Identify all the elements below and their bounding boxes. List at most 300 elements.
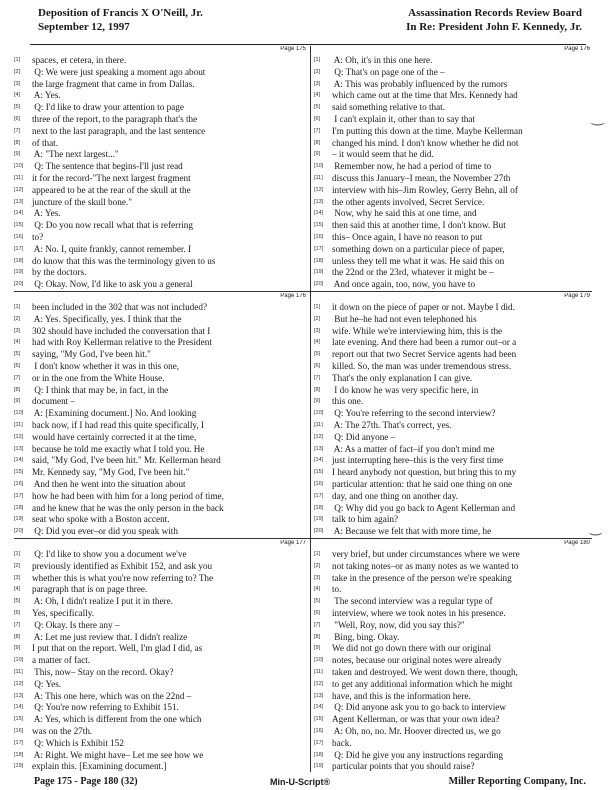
transcript-line — [314, 138, 592, 150]
line-number: [10] — [314, 657, 324, 664]
line-text: explain this. [Examining document.] — [32, 761, 167, 772]
line-number: [19] — [14, 269, 24, 276]
transcript-line — [14, 655, 308, 667]
header-right — [406, 6, 582, 34]
line-text: back. — [332, 737, 352, 748]
line-text: had with Roy Kellerman relative to the President — [32, 337, 212, 348]
line-text: Q: Which is Exhibit 152 — [32, 737, 124, 748]
line-number: [10] — [314, 163, 324, 170]
line-text: particular points that you should raise? — [332, 761, 475, 772]
line-number: [9] — [14, 645, 21, 652]
line-text: paragraph that is on page three. — [32, 584, 148, 595]
transcript-line — [314, 90, 592, 102]
line-number: [19] — [14, 516, 24, 523]
line-text: I do know he was very specific here, in — [332, 384, 479, 395]
line-text: A: Yes. Specifically, yes. I think that the — [32, 313, 182, 324]
footer-brand: Min-U-Script® — [270, 777, 331, 787]
transcript-line — [14, 584, 308, 596]
line-number: [9] — [14, 151, 21, 158]
line-text: And then he went into the situation about — [32, 478, 186, 489]
transcript-line — [314, 467, 592, 479]
line-number: [8] — [314, 386, 321, 393]
transcript-line — [14, 149, 308, 161]
transcript-line — [14, 349, 308, 361]
line-text: by the doctors. — [32, 267, 87, 278]
line-number: [1] — [14, 551, 21, 557]
line-text: it for the record-"The next largest fragment — [32, 172, 191, 183]
line-text: I heard anybody not question, but bring this to my — [332, 467, 517, 478]
transcript-line — [14, 161, 308, 173]
line-number: [4] — [314, 339, 321, 346]
transcript-line — [314, 232, 592, 244]
line-number: [4] — [14, 92, 21, 99]
transcript-line — [14, 514, 308, 526]
transcript-line — [14, 67, 308, 79]
line-number: [14] — [14, 704, 24, 711]
line-text: because he told me exactly what I told you. He — [32, 443, 205, 454]
transcript-line — [314, 573, 592, 585]
line-text: And once again, too, now, you have to — [332, 279, 476, 290]
line-text: particular attention: that he said one thing on one — [332, 478, 513, 489]
line-number: [14] — [314, 457, 324, 464]
checkmark-annotation: ‿ — [592, 110, 604, 126]
line-number: [5] — [314, 598, 321, 605]
transcript-line — [314, 326, 592, 338]
line-text: Yes, specifically. — [32, 607, 95, 618]
line-number: [18] — [14, 504, 24, 511]
line-text: Agent Kellerman, or was that your own idea? — [332, 714, 500, 725]
board-name: Assassination Records Review Board — [408, 7, 582, 19]
line-text: and he knew that he was the only person in the back — [32, 502, 224, 513]
transcript-line — [14, 667, 308, 679]
transcript-line — [14, 267, 308, 279]
line-number: [5] — [14, 104, 21, 111]
transcript-line — [14, 761, 308, 772]
line-number: [8] — [314, 633, 321, 640]
transcript-line — [314, 126, 592, 138]
line-number: [18] — [14, 751, 24, 758]
line-number: [7] — [314, 127, 321, 134]
line-number: [14] — [14, 457, 24, 464]
line-number: [6] — [14, 362, 21, 369]
transcript-line — [314, 608, 592, 620]
line-text: Q: We were just speaking a moment ago about — [32, 66, 206, 77]
line-number: [15] — [14, 716, 24, 723]
line-number: [14] — [314, 210, 324, 217]
line-number: [3] — [14, 327, 21, 334]
line-number: [1] — [14, 304, 21, 310]
line-number: [17] — [14, 739, 24, 746]
line-number: [12] — [14, 680, 24, 687]
transcript-line — [314, 197, 592, 209]
transcript-line — [314, 584, 592, 596]
line-number: [3] — [314, 80, 321, 87]
line-number: [16] — [314, 727, 324, 734]
line-number: [12] — [314, 433, 324, 440]
line-number: [17] — [14, 245, 24, 252]
line-text: taken and destroyed. We went down there, though, — [332, 666, 518, 677]
line-number: [20] — [14, 281, 24, 288]
line-text: changed his mind. I don't know whether he did not — [332, 137, 519, 148]
transcript-line — [14, 244, 308, 256]
transcript-line — [14, 726, 308, 738]
transcript-line — [314, 726, 592, 738]
line-number: [18] — [314, 504, 324, 511]
line-text: Q: Did he give you any instructions regarding — [332, 749, 503, 760]
line-text: A: As a matter of fact–if you don't mind me — [332, 443, 495, 454]
line-text: Remember now, he had a period of time to — [332, 161, 492, 172]
transcript-line — [14, 302, 308, 314]
line-text: this– Once again, I have no reason to put — [332, 231, 483, 242]
line-text: day, and one thing on another day. — [332, 490, 458, 501]
line-text: report out that two Secret Service agents had been — [332, 349, 517, 360]
line-text: A: Oh, I didn't realize I put it in there. — [32, 596, 173, 607]
page-number: Page 175 — [280, 46, 306, 52]
line-text: seat who spoke with a Boston accent. — [32, 514, 170, 525]
line-text: A: Right. We might have– Let me see how we — [32, 749, 204, 760]
line-number: [19] — [314, 269, 324, 276]
transcript-line — [14, 750, 308, 762]
line-text: was on the 27th. — [32, 725, 93, 736]
transcript-line — [14, 361, 308, 373]
line-text: I don't know whether it was in this one, — [32, 360, 180, 371]
line-text: Q: You're now referring to Exhibit 151. — [32, 702, 179, 713]
line-number: [5] — [14, 598, 21, 605]
transcript-line — [314, 491, 592, 503]
transcript-line — [14, 596, 308, 608]
transcript-lines — [14, 302, 308, 537]
line-text: document – — [32, 396, 76, 407]
transcript-line — [14, 444, 308, 456]
line-number: [13] — [14, 198, 24, 205]
page-number: Page 176 — [564, 46, 590, 52]
line-text: Q: Yes. — [32, 678, 62, 689]
column-divider — [310, 46, 311, 772]
transcript-line — [314, 114, 592, 126]
line-text: A: Yes. — [32, 208, 61, 219]
line-number: [7] — [14, 621, 21, 628]
transcript-line — [14, 208, 308, 220]
transcript-line — [314, 479, 592, 491]
transcript-line — [14, 714, 308, 726]
transcript-line — [314, 67, 592, 79]
transcript-page — [314, 46, 592, 290]
transcript-line — [14, 337, 308, 349]
transcript-line — [14, 408, 308, 420]
line-text: wife. While we're interviewing him, this is the — [332, 325, 503, 336]
case-name: In Re: President John F. Kennedy, Jr. — [406, 21, 582, 33]
transcript-line — [314, 679, 592, 691]
line-number: [10] — [14, 657, 24, 664]
line-number: [5] — [314, 104, 321, 111]
line-number: [7] — [314, 374, 321, 381]
line-number: [6] — [14, 115, 21, 122]
transcript-line — [14, 396, 308, 408]
transcript-line — [14, 326, 308, 338]
transcript-lines — [314, 549, 592, 772]
line-text: A: Oh, no, no. Mr. Hoover directed us, we go — [332, 725, 501, 736]
line-text: A: Yes. — [32, 90, 61, 101]
line-text: notes, because our original notes were already — [332, 655, 502, 666]
transcript-line — [314, 503, 592, 515]
transcript-line — [14, 232, 308, 244]
line-number: [4] — [14, 586, 21, 593]
line-text: talk to him again? — [332, 514, 399, 525]
line-number: [11] — [14, 421, 23, 428]
line-number: [11] — [14, 668, 23, 675]
line-number: [1] — [14, 57, 21, 63]
line-text: this one. — [332, 396, 364, 407]
transcript-line — [314, 102, 592, 114]
line-number: [16] — [314, 480, 324, 487]
line-number: [1] — [314, 57, 321, 63]
transcript-page — [14, 293, 308, 537]
line-number: [3] — [14, 80, 21, 87]
line-text: juncture of the skull bone." — [32, 196, 132, 207]
line-number: [16] — [14, 233, 24, 240]
transcript-line — [14, 220, 308, 232]
line-number: [17] — [314, 492, 324, 499]
line-number: [15] — [314, 222, 324, 229]
transcript-lines — [314, 55, 592, 290]
line-text: A: Oh, it's in this one here. — [332, 55, 433, 65]
transcript-line — [314, 691, 592, 703]
transcript-line — [14, 185, 308, 197]
transcript-line — [314, 396, 592, 408]
line-text: to? — [32, 231, 44, 242]
transcript-line — [14, 679, 308, 691]
line-text: to get any additional information which he might — [332, 678, 513, 689]
line-text: A: Because we felt that with more time, he — [332, 526, 492, 537]
line-text: how he had been with him for a long period of time, — [32, 490, 224, 501]
transcript-line — [314, 655, 592, 667]
transcript-lines — [14, 55, 308, 290]
transcript-line — [314, 267, 592, 279]
line-number: [15] — [314, 469, 324, 476]
line-number: [19] — [314, 516, 324, 523]
line-number: [16] — [14, 727, 24, 734]
line-number: [10] — [14, 163, 24, 170]
line-text: Q: Did anyone – — [332, 431, 396, 442]
transcript-line — [314, 549, 592, 561]
line-text: said something relative to that. — [332, 102, 446, 113]
line-text: been included in the 302 that was not included? — [32, 302, 208, 312]
line-text: three of the report, to the paragraph that's the — [32, 113, 198, 124]
line-number: [18] — [314, 257, 324, 264]
line-text: discuss this January–I mean, the November 27th — [332, 172, 511, 183]
transcript-line — [314, 667, 592, 679]
line-text: A: No. I, quite frankly, cannot remember. I — [32, 243, 192, 254]
line-text: Q: Do you now recall what that is referring — [32, 220, 193, 231]
line-number: [8] — [314, 139, 321, 146]
transcript-line — [14, 432, 308, 444]
page-footer — [34, 775, 586, 789]
line-text: killed. So, the man was under tremendous stress. — [332, 360, 512, 371]
header-rule — [30, 44, 586, 45]
transcript-line — [14, 102, 308, 114]
line-text: a matter of fact. — [32, 655, 91, 666]
transcript-page — [14, 540, 308, 772]
transcript-line — [314, 561, 592, 573]
line-number: [11] — [314, 174, 323, 181]
line-text: But he–he had not even telephoned his — [332, 313, 477, 324]
line-number: [3] — [14, 574, 21, 581]
checkmark-annotation: ‿ — [590, 520, 602, 536]
transcript-line — [14, 549, 308, 561]
line-text: Q: I think that may be, in fact, in the — [32, 384, 169, 395]
line-text: Q: Did anyone ask you to go back to interview — [332, 702, 507, 713]
transcript-line — [314, 750, 592, 762]
line-number: [8] — [14, 139, 21, 146]
transcript-line — [14, 491, 308, 503]
transcript-line — [14, 702, 308, 714]
line-number: [5] — [314, 351, 321, 358]
line-text: have, and this is the information here. — [332, 690, 471, 701]
transcript-line — [14, 279, 308, 290]
line-number: [1] — [314, 304, 321, 310]
line-text: saying, "My God, I've been hit." — [32, 349, 151, 360]
transcript-line — [314, 444, 592, 456]
transcript-line — [314, 208, 592, 220]
line-number: [20] — [314, 528, 324, 535]
line-number: [11] — [14, 174, 23, 181]
line-text: of that. — [32, 137, 59, 148]
line-number: [12] — [314, 186, 324, 193]
line-text: "Well, Roy, now, did you say this?" — [332, 619, 465, 630]
line-text: Now, why he said this at one time, and — [332, 208, 477, 219]
line-number: [15] — [314, 716, 324, 723]
line-text: whether this is what you're now referring to? The — [32, 572, 214, 583]
line-number: [2] — [14, 68, 21, 75]
line-text: Q: Okay. Now, I'd like to ask you a general — [32, 279, 193, 290]
line-number: [6] — [314, 115, 321, 122]
line-text: Bing, bing. Okay. — [332, 631, 400, 642]
line-number: [2] — [14, 315, 21, 322]
transcript-line — [14, 643, 308, 655]
row-divider — [14, 291, 592, 292]
deposition-title: Deposition of Francis X O'Neill, Jr. — [38, 7, 203, 19]
transcript-line — [14, 314, 308, 326]
line-number: [6] — [314, 362, 321, 369]
transcript-line — [314, 244, 592, 256]
line-text: appeared to be at the rear of the skull at the — [32, 184, 191, 195]
transcript-line — [14, 173, 308, 185]
transcript-line — [314, 408, 592, 420]
line-text: back now, if I had read this quite specifically, I — [32, 419, 205, 430]
transcript-line — [314, 173, 592, 185]
line-number: [19] — [314, 763, 324, 770]
page-number: Page 176 — [280, 293, 306, 299]
line-text: Q: The sentence that begins-I'll just read — [32, 161, 183, 172]
transcript-line — [314, 738, 592, 750]
transcript-line — [14, 420, 308, 432]
line-number: [17] — [314, 245, 324, 252]
line-text: Q: That's on page one of the – — [332, 66, 445, 77]
transcript-page — [314, 540, 592, 772]
deposition-date: September 12, 1997 — [38, 21, 130, 33]
transcript-line — [14, 455, 308, 467]
line-number: [2] — [314, 315, 321, 322]
transcript-line — [14, 467, 308, 479]
line-text: not taking notes–or as many notes as we wanted to — [332, 560, 519, 571]
line-number: [10] — [14, 410, 24, 417]
transcript-line — [314, 79, 592, 91]
transcript-line — [314, 714, 592, 726]
transcript-line — [314, 596, 592, 608]
line-text: to. — [332, 584, 342, 595]
line-number: [19] — [14, 763, 24, 770]
line-text: – it would seem that he did. — [332, 149, 434, 160]
line-text: spaces, et cetera, in there. — [32, 55, 127, 65]
transcript-line — [14, 573, 308, 585]
row-divider — [14, 538, 592, 539]
line-number: [8] — [14, 633, 21, 640]
footer-page-range: Page 175 - Page 180 (32) — [34, 776, 138, 787]
line-text: A: "The next largest..." — [32, 149, 119, 160]
line-number: [11] — [314, 421, 323, 428]
line-text: it down on the piece of paper or not. Maybe I did. — [332, 302, 515, 312]
transcript-line — [314, 361, 592, 373]
line-number: [16] — [314, 233, 324, 240]
transcript-line — [314, 314, 592, 326]
transcript-line — [14, 738, 308, 750]
transcript-line — [14, 385, 308, 397]
transcript-line — [14, 256, 308, 268]
line-number: [2] — [314, 562, 321, 569]
line-text: then said this at another time, I don't know. But — [332, 220, 506, 231]
line-number: [8] — [14, 386, 21, 393]
line-text: I can't explain it, other than to say that — [332, 113, 475, 124]
line-text: This, now– Stay on the record. Okay? — [32, 666, 174, 677]
transcript-page — [14, 46, 308, 290]
line-text: A: The 27th. That's correct, yes. — [332, 419, 452, 430]
line-text: previously identified as Exhibit 152, and ask you — [32, 560, 213, 571]
transcript-line — [14, 608, 308, 620]
line-text: Q: You're referring to the second interview? — [332, 408, 496, 419]
line-number: [6] — [14, 609, 21, 616]
header-left — [38, 6, 203, 34]
line-text: late evening. And there had been a rumor out–or a — [332, 337, 517, 348]
transcript-line — [14, 526, 308, 537]
line-text: or in the one from the White House. — [32, 372, 165, 383]
line-text: Q: I'd like to draw your attention to page — [32, 102, 184, 113]
transcript-line — [314, 302, 592, 314]
transcript-line — [14, 79, 308, 91]
transcript-line — [14, 138, 308, 150]
transcript-line — [314, 373, 592, 385]
line-number: [13] — [314, 445, 324, 452]
line-text: That's the only explanation I can give. — [332, 372, 473, 383]
line-number: [2] — [14, 562, 21, 569]
transcript-line — [14, 126, 308, 138]
line-text: Q: Okay. Is there any – — [32, 619, 120, 630]
line-text: I put that on the report. Well, I'm glad I did, as — [32, 643, 203, 654]
line-number: [3] — [314, 327, 321, 334]
line-number: [9] — [314, 398, 321, 405]
footer-company: Miller Reporting Company, Inc. — [448, 776, 586, 787]
line-number: [5] — [14, 351, 21, 358]
line-text: A: Yes, which is different from the one which — [32, 714, 202, 725]
transcript-line — [314, 256, 592, 268]
line-number: [20] — [314, 281, 324, 288]
line-number: [18] — [314, 751, 324, 758]
transcript-line — [14, 479, 308, 491]
line-text: unless they tell me what it was. He said this on — [332, 255, 505, 266]
transcript-line — [14, 90, 308, 102]
line-number: [13] — [314, 692, 324, 699]
line-number: [2] — [314, 68, 321, 75]
line-number: [17] — [314, 739, 324, 746]
